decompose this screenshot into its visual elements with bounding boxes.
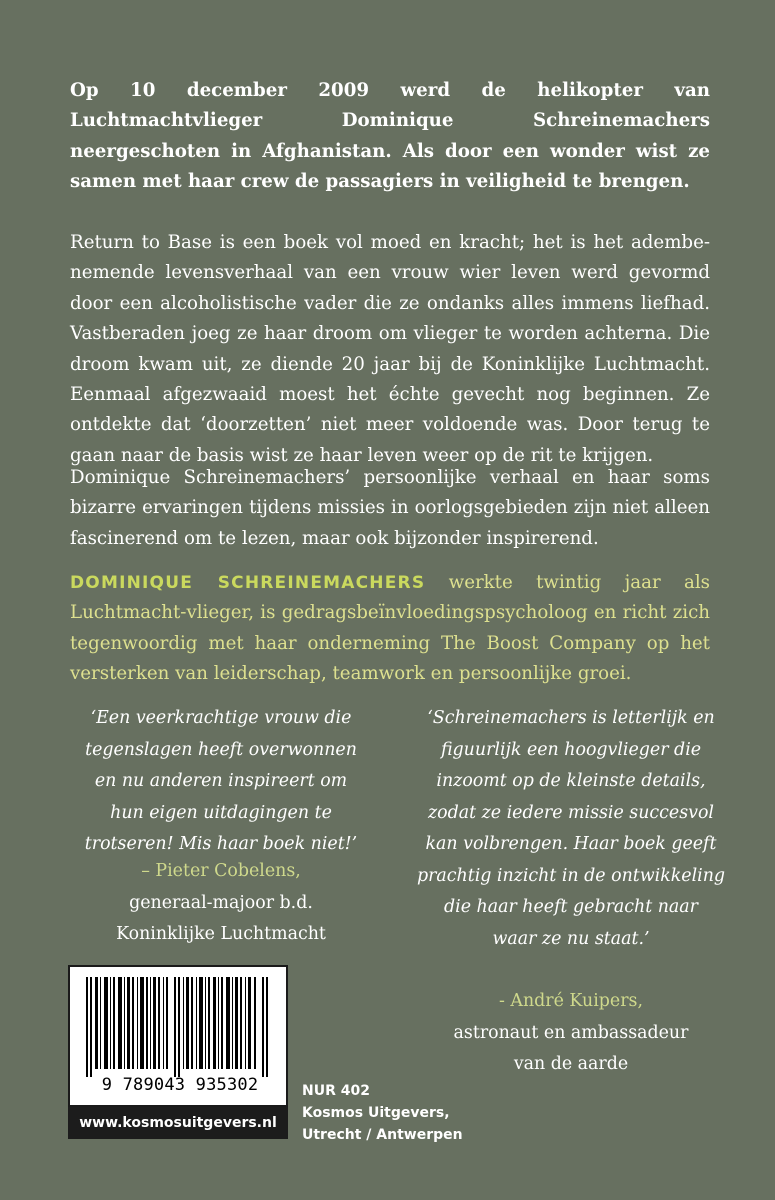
nur-code: NUR 402: [302, 1083, 370, 1099]
attribution-cobelens: [60, 856, 382, 951]
quote-line: figuurlijk een hoogvlieger die: [440, 739, 702, 760]
quote-line: waar ze nu staat.’: [492, 928, 650, 949]
barcode-block: [68, 965, 288, 1140]
attribution-role: Koninklijke Luchtmacht: [116, 924, 326, 944]
publisher-name: Kosmos Uitgevers,: [302, 1105, 450, 1121]
summary-paragraph: Dominique Schreinemachers’ persoonlijke verhaal en haar soms bizarre ervaringen tijdens missies in oorlogsgebieden zijn niet alleen fascinerend om te lezen, maar ook bijzonder inspirerend.: [70, 467, 710, 549]
quote-cobelens: [60, 703, 382, 861]
publisher-website: www.kosmosuitgevers.nl: [68, 1107, 288, 1139]
author-bio: [70, 568, 710, 690]
attribution-name: - André Kuipers,: [499, 991, 643, 1011]
attribution-role: astronaut en ambassadeur: [453, 1022, 689, 1043]
quote-kuipers: [398, 703, 744, 955]
quote-line: zodat ze iedere missie succesvol: [427, 802, 714, 823]
barcode: [68, 965, 288, 1107]
quote-line: ‘Schreinemachers is letterlijk en: [427, 708, 715, 728]
description-paragraph: Return to Base is een boek vol moed en kracht; het is het adembenemende levensverhaal van een vrouw wier leven werd gevormd door een alcoholistische vader die ze ondanks alles immens liefhad. Vastberaden joeg ze haar droom om vlieger te worden achterna. Die droom kwam uit, ze diende 20 jaar bij de Koninklijke Luchtmacht. Eenmaal afgezwaaid moest het échte gevecht nog beginnen. Ze ontdekte dat ‘doorzetten’ niet meer voldoende was. Door terug te gaan naar de basis wist ze haar leven weer op de rit te krijgen.: [70, 232, 710, 466]
quote-line: ‘Een veerkrachtige vrouw die: [90, 708, 352, 728]
quote-line: prachtig inzicht in de ontwikkeling: [416, 865, 726, 886]
barcode-bars: [80, 977, 276, 1077]
quote-line: tegenslagen heeft overwonnen: [85, 739, 357, 760]
quote-line: inzoomt op de kleinste details,: [436, 771, 706, 791]
author-name: DOMINIQUE SCHREINEMACHERS: [70, 573, 426, 593]
intro-paragraph: Op 10 december 2009 werd de helikopter van Luchtmachtvlieger Dominique Schreinemachers neergeschoten in Afghanistan. Als door een wonder wist ze samen met haar crew de passagiers in veiligheid te brengen.: [70, 80, 710, 193]
attribution-kuipers: [398, 986, 744, 1081]
isbn-number: 9 789043 935302: [101, 1075, 259, 1095]
author-bio-text: werkte twintig jaar als Luchtmacht-vlieger, is gedragsbeïnvloedingspsycholoog en richt zich tegenwoordig met haar onderneming The Boost Company op het versterken van leiderschap, teamwork en persoonlijke groei.: [70, 572, 710, 685]
quote-line: hun eigen uitdagingen te: [110, 802, 332, 823]
quote-line: en nu anderen inspireert om: [94, 771, 348, 791]
attribution-name: – Pieter Cobelens,: [141, 861, 301, 881]
attribution-role: generaal-majoor b.d.: [129, 892, 313, 913]
publisher-info: [302, 1080, 463, 1146]
quote-line: trotseren! Mis haar boek niet!’: [84, 834, 358, 854]
attribution-role: van de aarde: [513, 1054, 629, 1074]
publisher-place: Utrecht / Antwerpen: [302, 1127, 463, 1143]
quote-line: kan volbrengen. Haar boek geeft: [425, 834, 717, 854]
quote-line: die haar heeft gebracht naar: [444, 897, 698, 917]
